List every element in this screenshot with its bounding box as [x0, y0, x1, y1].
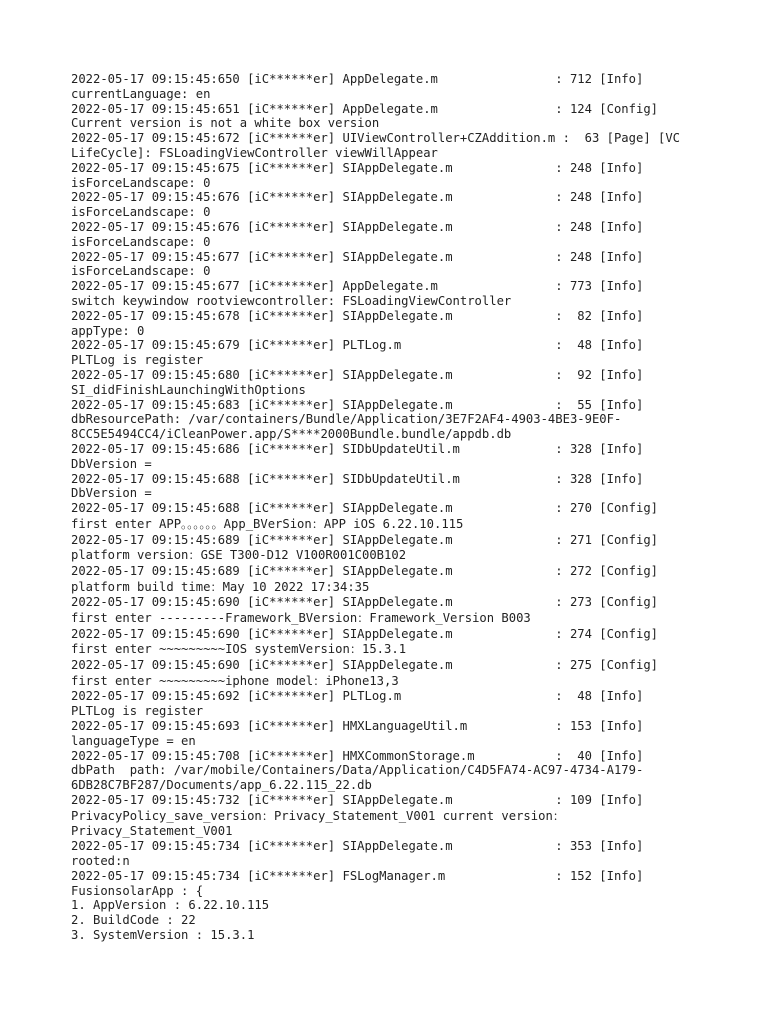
log-line: FusionsolarApp : { — [71, 883, 204, 898]
log-line: platform version：GSE T300-D12 V100R001C00B102 — [71, 548, 407, 563]
log-line: isForceLandscape: 0 — [71, 175, 211, 190]
log-line: 3. SystemVersion : 15.3.1 — [71, 928, 255, 942]
log-line: PLTLog is register — [71, 353, 204, 368]
log-line: platform build time：May 10 2022 17:34:35 — [71, 579, 370, 594]
log-line: 2022-05-17 09:15:45:688 [iC******er] SIAppDelegate.m : 270 [Config] — [71, 501, 658, 516]
log-line: 2022-05-17 09:15:45:689 [iC******er] SIAppDelegate.m : 272 [Config] — [71, 563, 658, 578]
log-line: switch keywindow rootviewcontroller: FSLoadingViewController — [71, 293, 512, 308]
log-line: DbVersion = — [71, 486, 152, 501]
log-line: 2022-05-17 09:15:45:676 [iC******er] SIAppDelegate.m : 248 [Info] — [71, 190, 644, 205]
log-line: currentLanguage: en — [71, 86, 211, 101]
log-line: Current version is not a white box version — [71, 116, 380, 131]
log-line: 2022-05-17 09:15:45:690 [iC******er] SIAppDelegate.m : 275 [Config] — [71, 658, 658, 673]
log-line: PrivacyPolicy_save_version：Privacy_Statement_V001 current version： — [71, 808, 565, 823]
log-line: appType: 0 — [71, 323, 145, 338]
log-line: LifeCycle]: FSLoadingViewController viewWillAppear — [71, 145, 438, 160]
log-line: 2022-05-17 09:15:45:689 [iC******er] SIAppDelegate.m : 271 [Config] — [71, 532, 658, 547]
log-line: 2022-05-17 09:15:45:693 [iC******er] HMXLanguageUtil.m : 153 [Info] — [71, 719, 644, 734]
log-line: 2022-05-17 09:15:45:686 [iC******er] SIDbUpdateUtil.m : 328 [Info] — [71, 441, 644, 456]
log-line: 2022-05-17 09:15:45:732 [iC******er] SIAppDelegate.m : 109 [Info] — [71, 793, 644, 808]
log-line: PLTLog is register — [71, 704, 204, 719]
log-line: languageType = en — [71, 733, 196, 748]
log-line: first enter ~~~~~~~~~IOS systemVersion：15.3.1 — [71, 642, 407, 657]
log-line: 2022-05-17 09:15:45:678 [iC******er] SIAppDelegate.m : 82 [Info] — [71, 308, 644, 323]
log-line: 1. AppVersion : 6.22.10.115 — [71, 898, 270, 913]
log-line: 2022-05-17 09:15:45:672 [iC******er] UIViewController+CZAddition.m : 63 [Page] [VC — [71, 131, 681, 146]
log-line: dbPath path: /var/mobile/Containers/Data/Application/C4D5FA74-AC97-4734-A179- — [71, 763, 644, 778]
log-line: rooted:n — [71, 854, 130, 869]
log-line: 2022-05-17 09:15:45:734 [iC******er] SIAppDelegate.m : 353 [Info] — [71, 839, 644, 854]
log-line: first enter ~~~~~~~~~iphone model：iPhone13,3 — [71, 673, 399, 688]
log-line: 2022-05-17 09:15:45:680 [iC******er] SIAppDelegate.m : 92 [Info] — [71, 367, 644, 382]
log-line: 2022-05-17 09:15:45:679 [iC******er] PLTLog.m : 48 [Info] — [71, 338, 644, 353]
log-line: 2022-05-17 09:15:45:734 [iC******er] FSLogManager.m : 152 [Info] — [71, 868, 644, 883]
log-line: dbResourcePath: /var/containers/Bundle/Application/3E7F2AF4-4903-4BE3-9E0F- — [71, 412, 622, 427]
log-line: 2022-05-17 09:15:45:650 [iC******er] AppDelegate.m : 712 [Info] — [71, 72, 644, 86]
log-line: 2022-05-17 09:15:45:688 [iC******er] SIDbUpdateUtil.m : 328 [Info] — [71, 471, 644, 486]
log-line: 2022-05-17 09:15:45:675 [iC******er] SIAppDelegate.m : 248 [Info] — [71, 160, 644, 175]
log-line: isForceLandscape: 0 — [71, 234, 211, 249]
log-line: 8CC5E5494CC4/iCleanPower.app/S****2000Bundle.bundle/appdb.db — [71, 427, 512, 442]
log-line: 2022-05-17 09:15:45:677 [iC******er] SIAppDelegate.m : 248 [Info] — [71, 249, 644, 264]
log-line: 2022-05-17 09:15:45:690 [iC******er] SIAppDelegate.m : 274 [Config] — [71, 626, 658, 641]
log-line: SI_didFinishLaunchingWithOptions — [71, 382, 306, 397]
log-line: isForceLandscape: 0 — [71, 264, 211, 279]
log-line: 2022-05-17 09:15:45:651 [iC******er] AppDelegate.m : 124 [Config] — [71, 101, 658, 116]
log-line: first enter APP。。。。。。App_BVerSion：APP iOS 6.22.10.115 — [71, 516, 464, 531]
log-line: Privacy_Statement_V001 — [71, 824, 233, 839]
log-document — [71, 72, 751, 943]
log-line: 2022-05-17 09:15:45:690 [iC******er] SIAppDelegate.m : 273 [Config] — [71, 595, 658, 610]
log-line: 6DB28C7BF287/Documents/app_6.22.115_22.db — [71, 778, 372, 793]
log-line: DbVersion = — [71, 456, 152, 471]
log-line: 2022-05-17 09:15:45:683 [iC******er] SIAppDelegate.m : 55 [Info] — [71, 397, 644, 412]
log-line: isForceLandscape: 0 — [71, 205, 211, 220]
log-line: 2022-05-17 09:15:45:677 [iC******er] AppDelegate.m : 773 [Info] — [71, 279, 644, 294]
log-line: 2022-05-17 09:15:45:676 [iC******er] SIAppDelegate.m : 248 [Info] — [71, 219, 644, 234]
log-line: 2022-05-17 09:15:45:692 [iC******er] PLTLog.m : 48 [Info] — [71, 689, 644, 704]
log-line: 2022-05-17 09:15:45:708 [iC******er] HMXCommonStorage.m : 40 [Info] — [71, 748, 644, 763]
log-line: 2. BuildCode : 22 — [71, 913, 196, 928]
log-line: first enter ---------Framework_BVersion：Framework_Version B003 — [71, 611, 531, 626]
